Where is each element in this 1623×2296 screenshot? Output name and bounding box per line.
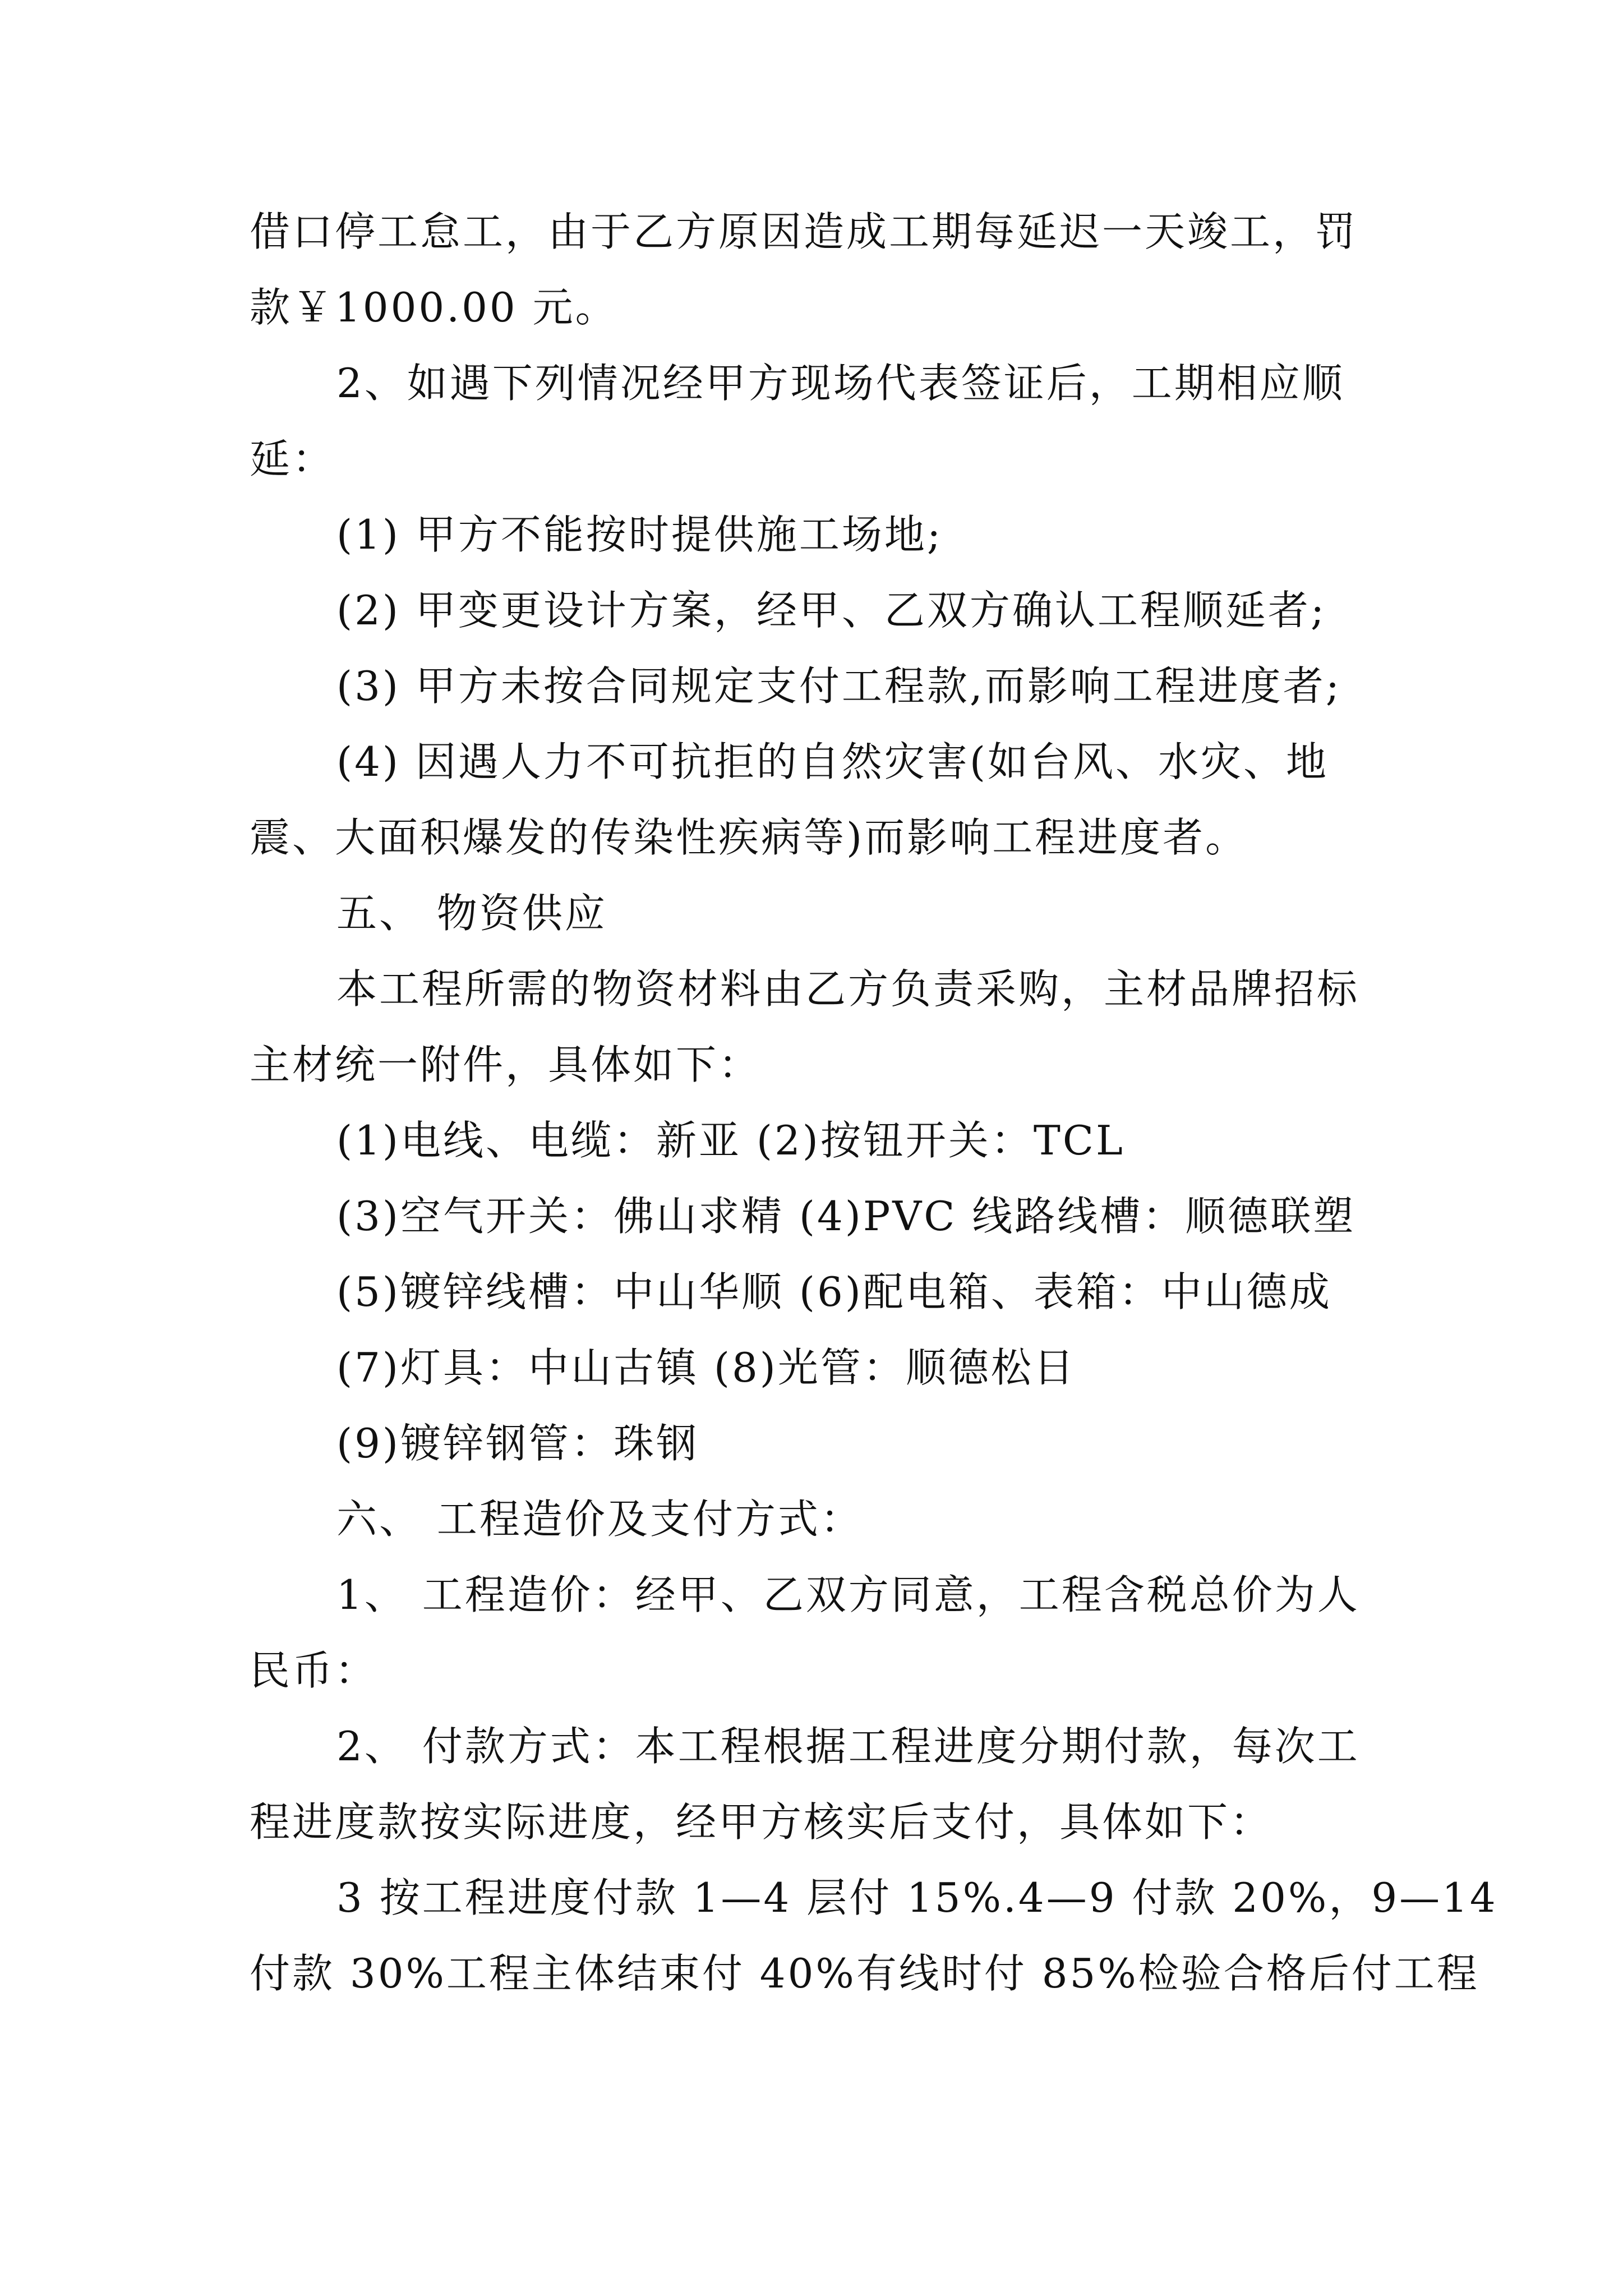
list-item: (7)灯具：中山古镇 (8)光管：顺德松日 [336, 1344, 1076, 1391]
list-item: (5)镀锌线槽：中山华顺 (6)配电箱、表箱：中山德成 [336, 1268, 1332, 1315]
paragraph-line: 2、 付款方式：本工程根据工程进度分期付款，每次工 [336, 1723, 1360, 1770]
list-item: (1)电线、电缆：新亚 (2)按钮开关：TCL [336, 1117, 1125, 1164]
paragraph-line: 民币： [250, 1647, 378, 1694]
paragraph-line: 1、 工程造价：经甲、乙双方同意，工程含税总价为人 [336, 1571, 1360, 1618]
paragraph-line: 2、如遇下列情况经甲方现场代表签证后，工期相应顺 [336, 360, 1345, 407]
list-item: (4) 因遇人力不可抗拒的自然灾害(如台风、水灾、地 [336, 738, 1329, 785]
list-item: (2) 甲变更设计方案，经甲、乙双方确认工程顺延者; [336, 587, 1327, 634]
paragraph-line: 借口停工怠工，由于乙方原因造成工期每延迟一天竣工，罚 [250, 208, 1358, 255]
paragraph-line: 3 按工程进度付款 1—4 层付 15%.4—9 付款 20%，9—14 [336, 1874, 1498, 1921]
section-heading: 五、 物资供应 [336, 890, 607, 937]
paragraph-line: 程进度款按实际进度，经甲方核实后支付，具体如下： [250, 1798, 1273, 1846]
section-heading: 六、 工程造价及支付方式： [336, 1496, 863, 1543]
list-item: (1) 甲方不能按时提供施工场地; [336, 511, 943, 558]
paragraph-line: 震、大面积爆发的传染性疾病等)而影响工程进度者。 [250, 814, 1248, 861]
list-item: (3) 甲方未按合同规定支付工程款,而影响工程进度者; [336, 662, 1342, 710]
list-item: (3)空气开关：佛山求精 (4)PVC 线路线槽：顺德联塑 [336, 1193, 1356, 1240]
paragraph-line: 付款 30%工程主体结束付 40%有线时付 85%检验合格后付工程 [250, 1950, 1479, 1997]
paragraph-line: 主材统一附件，具体如下： [250, 1041, 762, 1088]
list-item: (9)镀锌钢管：珠钢 [336, 1420, 699, 1467]
paragraph-line: 延： [250, 435, 335, 482]
paragraph-line: 款￥1000.00 元。 [250, 284, 618, 331]
paragraph-line: 本工程所需的物资材料由乙方负责采购，主材品牌招标 [336, 965, 1360, 1013]
